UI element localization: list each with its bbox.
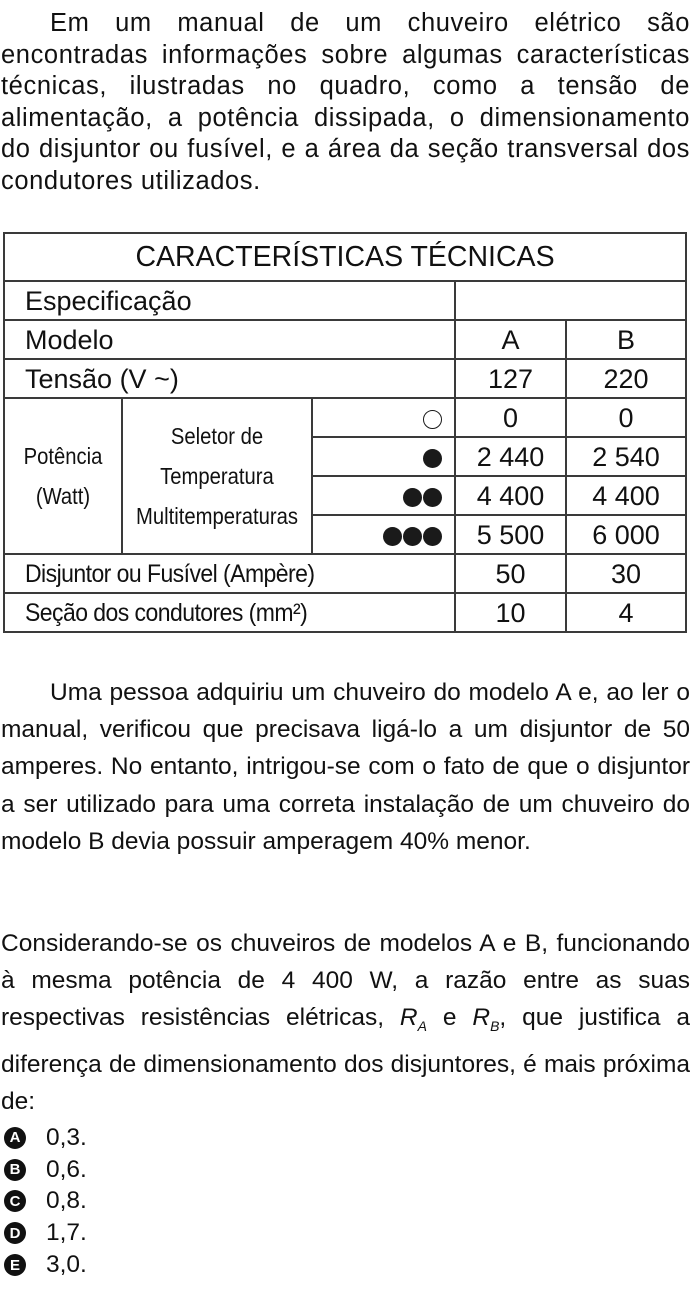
selector-line-3: Multitemperaturas	[135, 503, 298, 529]
breaker-label-cell	[4, 554, 455, 593]
power-b-0: 0	[566, 398, 686, 437]
filled-circle-icon	[423, 449, 442, 468]
selector-position-1	[312, 437, 455, 476]
power-b-3: 6 000	[566, 515, 686, 554]
power-b-1: 2 540	[566, 437, 686, 476]
resistance-b: $R_B$	[472, 1004, 500, 1035]
technical-specs-table	[3, 232, 687, 633]
section-a: 10	[455, 593, 566, 632]
option-c-letter-icon: C	[4, 1190, 26, 1212]
option-a-text: 0,3.	[46, 1123, 87, 1151]
selector-label-cell	[122, 398, 312, 554]
option-a[interactable]	[4, 1122, 87, 1154]
option-e[interactable]	[4, 1249, 87, 1281]
power-label-line-1: Potência	[23, 443, 103, 469]
filled-circle-icon	[423, 488, 442, 507]
option-b[interactable]	[4, 1154, 87, 1186]
breaker-a: 50	[455, 554, 566, 593]
section-label-cell	[4, 593, 455, 632]
power-row-0	[4, 398, 686, 437]
spec-label: Especificação	[4, 281, 455, 320]
section-label: Seção dos condutores (mm²)	[25, 599, 308, 627]
option-d[interactable]	[4, 1217, 87, 1249]
spec-empty-cell	[455, 281, 686, 320]
table-title-row	[4, 233, 686, 281]
breaker-b: 30	[566, 554, 686, 593]
spec-row	[4, 281, 686, 320]
model-a: A	[455, 320, 566, 359]
power-label-line-2: (Watt)	[35, 483, 91, 509]
power-a-0: 0	[455, 398, 566, 437]
question-text-after: , que justifica a diferença de dimensionamento dos disjuntores, é mais próxima de:	[1, 1004, 691, 1115]
selector-position-2	[312, 476, 455, 515]
filled-circle-icon	[383, 527, 402, 546]
power-b-2: 4 400	[566, 476, 686, 515]
answer-options	[4, 1122, 87, 1281]
power-a-3: 5 500	[455, 515, 566, 554]
option-b-text: 0,6.	[46, 1155, 87, 1183]
option-a-letter-icon: A	[4, 1127, 26, 1149]
option-d-text: 1,7.	[46, 1219, 87, 1247]
resistance-a: $R_A$	[399, 1004, 427, 1035]
voltage-row	[4, 359, 686, 398]
scenario-paragraph: Uma pessoa adquiriu um chuveiro do modelo A e, ao ler o manual, verificou que precisava ligá-lo a um disjuntor de 50 amperes. No entanto, intrigou-se com o fato de que o disjuntor a ser utilizado para uma correta instalação de um chuveiro do modelo B devia possuir amperagem 40% menor.	[1, 679, 690, 855]
breaker-row	[4, 554, 686, 593]
filled-circle-icon	[423, 527, 442, 546]
option-e-letter-icon: E	[4, 1254, 26, 1276]
selector-line-1: Seletor de	[170, 423, 264, 449]
question-text-before: Considerando-se os chuveiros de modelos A e B, funcionando à mesma potência de 4 400 W, a razão entre as suas respectivas resistências elétricas,	[1, 930, 690, 1032]
question-paragraph	[1, 925, 690, 1120]
option-c-text: 0,8.	[46, 1187, 87, 1215]
power-label-cell	[4, 398, 122, 554]
selector-line-2: Temperatura	[160, 463, 274, 489]
model-b: B	[566, 320, 686, 359]
voltage-b: 220	[566, 359, 686, 398]
model-row	[4, 320, 686, 359]
power-a-2: 4 400	[455, 476, 566, 515]
option-d-letter-icon: D	[4, 1222, 26, 1244]
selector-position-off	[312, 398, 455, 437]
section-b: 4	[566, 593, 686, 632]
voltage-a: 127	[455, 359, 566, 398]
table-title: CARACTERÍSTICAS TÉCNICAS	[4, 233, 686, 281]
option-e-text: 3,0.	[46, 1251, 87, 1279]
empty-circle-icon	[423, 410, 442, 429]
model-label: Modelo	[4, 320, 455, 359]
voltage-label: Tensão (V ~)	[4, 359, 455, 398]
question-and: e	[442, 1004, 457, 1032]
filled-circle-icon	[403, 488, 422, 507]
option-c[interactable]	[4, 1186, 87, 1218]
intro-paragraph: Em um manual de um chuveiro elétrico são encontradas informações sobre algumas características técnicas, ilustradas no quadro, como a tensão de alimentação, a potência dissipada, o dimensionamento do disjuntor ou fusível, e a área da seção transversal dos condutores utilizados.	[1, 9, 690, 195]
breaker-label: Disjuntor ou Fusível (Ampère)	[25, 560, 315, 588]
section-row	[4, 593, 686, 632]
power-a-1: 2 440	[455, 437, 566, 476]
option-b-letter-icon: B	[4, 1159, 26, 1181]
filled-circle-icon	[403, 527, 422, 546]
selector-position-3	[312, 515, 455, 554]
